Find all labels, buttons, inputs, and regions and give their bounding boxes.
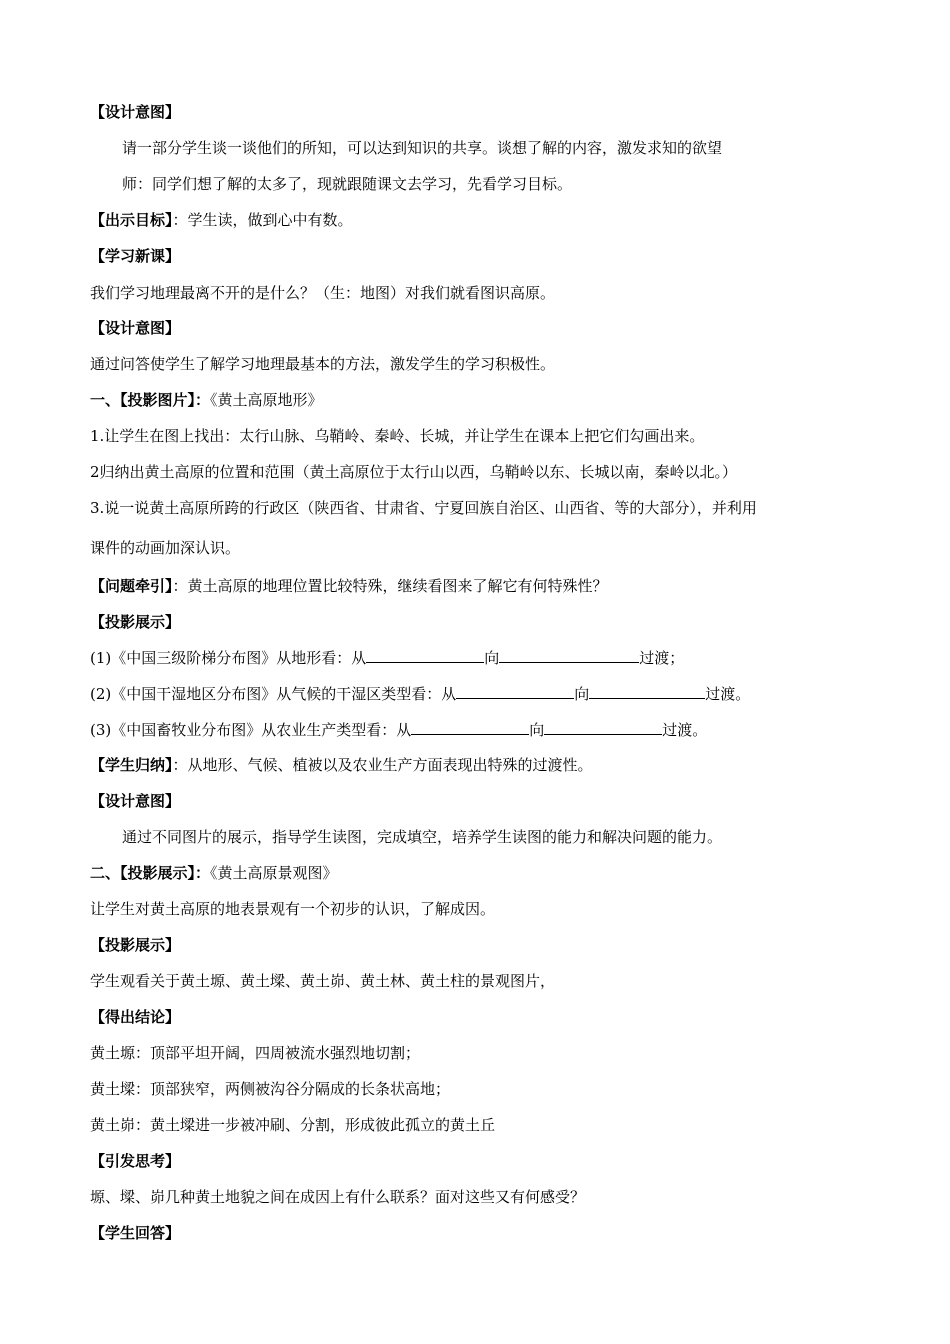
fill-blank-line: (2)《中国干湿地区分布图》从气候的干湿区类型看：从 向 过渡。 — [90, 685, 751, 703]
paragraph: 1.让学生在图上找出：太行山脉、乌鞘岭、秦岭、长城，并让学生在课本上把它们勾画出来。 — [90, 427, 705, 445]
paragraph: 通过问答使学生了解学习地理最基本的方法，激发学生的学习积极性。 — [90, 355, 556, 373]
section-heading: 【设计意图】 — [90, 103, 181, 121]
section-heading: 【学习新课】 — [90, 247, 181, 265]
paragraph: 黄土塬：顶部平坦开阔，四周被流水强烈地切割； — [90, 1044, 421, 1062]
paragraph: 让学生对黄土高原的地表景观有一个初步的认识，了解成因。 — [90, 900, 496, 918]
section-heading: 【投影展示】 — [90, 936, 181, 954]
paragraph: 一、【投影图片】：《黄土高原地形》 — [90, 391, 323, 409]
paragraph: 【出示目标】：学生读，做到心中有数。 — [90, 211, 353, 229]
answer-blank[interactable] — [499, 648, 639, 663]
section-heading: 【得出结论】 — [90, 1008, 181, 1026]
section-heading: 【学生回答】 — [90, 1224, 181, 1242]
paragraph: 黄土峁：黄土墚进一步被冲刷、分割，形成彼此孤立的黄土丘 — [90, 1116, 496, 1134]
paragraph: 师：同学们想了解的太多了，现就跟随课文去学习，先看学习目标。 — [122, 175, 573, 193]
paragraph: 我们学习地理最离不开的是什么？（生：地图）对我们就看图识高原。 — [90, 284, 556, 302]
paragraph: 课件的动画加深认识。 — [90, 539, 241, 557]
paragraph: 请一部分学生谈一谈他们的所知，可以达到知识的共享。谈想了解的内容，激发求知的欲望 — [122, 139, 723, 157]
section-heading: 【设计意图】 — [90, 319, 181, 337]
paragraph: 黄土墚：顶部狭窄，两侧被沟谷分隔成的长条状高地； — [90, 1080, 451, 1098]
answer-blank[interactable] — [589, 684, 705, 699]
answer-blank[interactable] — [366, 648, 484, 663]
paragraph: 3.说一说黄土高原所跨的行政区（陕西省、甘肃省、宁夏回族自治区、山西省、等的大部分），并利用 — [90, 499, 757, 517]
answer-blank[interactable] — [456, 684, 574, 699]
paragraph: 【问题牵引】：黄土高原的地理位置比较特殊，继续看图来了解它有何特殊性？ — [90, 577, 608, 595]
section-heading: 【设计意图】 — [90, 792, 181, 810]
paragraph: 塬、墚、峁几种黄土地貌之间在成因上有什么联系？面对这些又有何感受？ — [90, 1188, 586, 1206]
paragraph: 学生观看关于黄土塬、黄土墚、黄土峁、黄土林、黄土柱的景观图片， — [90, 972, 556, 990]
fill-blank-line: (3)《中国畜牧业分布图》从农业生产类型看：从 向 过渡。 — [90, 721, 708, 739]
paragraph: 二、【投影展示】：《黄土高原景观图》 — [90, 864, 338, 882]
paragraph: 【学生归纳】：从地形、气候、植被以及农业生产方面表现出特殊的过渡性。 — [90, 756, 593, 774]
paragraph: 2归纳出黄土高原的位置和范围（黄土高原位于太行山以西，乌鞘岭以东、长城以南，秦岭以北。） — [90, 463, 738, 481]
answer-blank[interactable] — [544, 720, 662, 735]
fill-blank-line: (1)《中国三级阶梯分布图》从地形看：从 向 过渡； — [90, 649, 685, 667]
section-heading: 【投影展示】 — [90, 613, 181, 631]
answer-blank[interactable] — [411, 720, 529, 735]
section-heading: 【引发思考】 — [90, 1152, 181, 1170]
paragraph: 通过不同图片的展示，指导学生读图，完成填空，培养学生读图的能力和解决问题的能力。 — [122, 828, 723, 846]
